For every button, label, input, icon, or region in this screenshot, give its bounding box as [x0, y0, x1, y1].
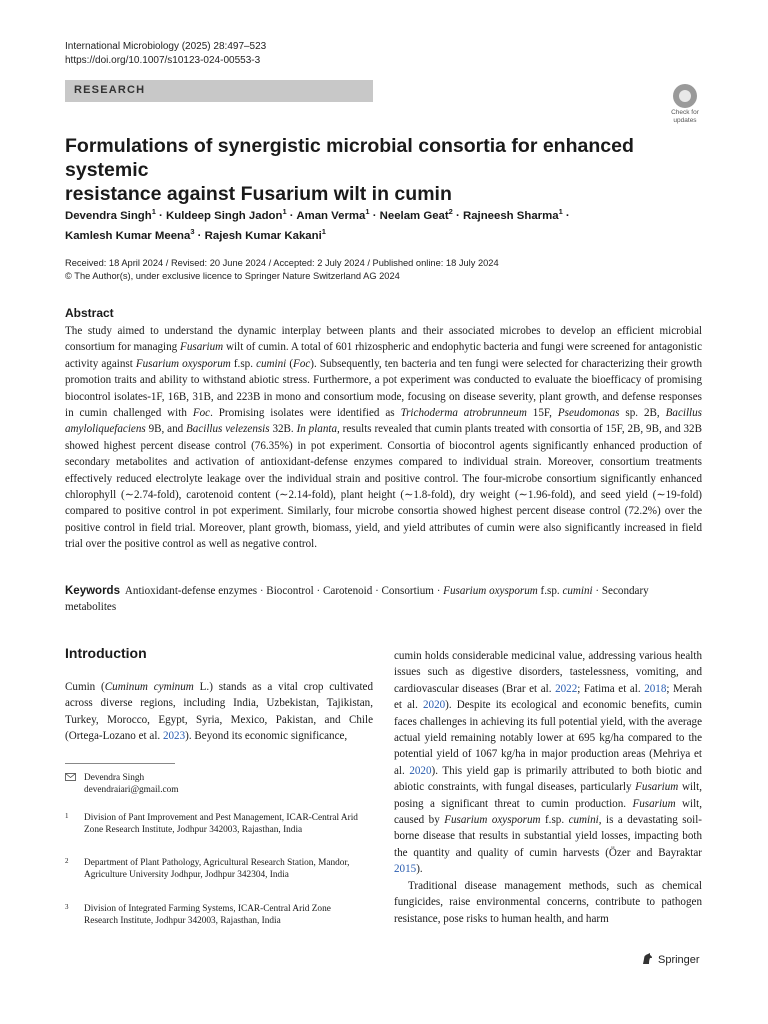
check-for-updates-badge[interactable] — [664, 84, 706, 124]
citation-link[interactable]: 2018 — [644, 682, 667, 695]
copyright-line: © The Author(s), under exclusive licence to Springer Nature Switzerland AG 2024 — [65, 271, 400, 281]
section-label-bar — [65, 80, 373, 102]
section-label: RESEARCH — [74, 84, 146, 96]
citation-link[interactable]: 2020 — [409, 764, 432, 777]
author[interactable]: Kamlesh Kumar Meena$^3$ — [65, 226, 195, 242]
citation-link[interactable]: 2022 — [555, 682, 578, 695]
intro-left-column: Cumin (Cuminum cyminum L.) stands as a vital crop cultivated across diverse regions, including India, Uzbekistan, Tajikistan, Turkey, Morocco, Egypt, Syria, Mexico, Pakistan, and Chile (Ortega-Lozano et al. 2023). Beyond its economic significance, — [65, 681, 373, 743]
journal-citation: International Microbiology (2025) 28:497–523 — [65, 41, 267, 52]
springer-horse-icon — [640, 952, 654, 966]
publisher-name: Springer — [658, 954, 700, 966]
author[interactable]: Rajneesh Sharma$^1$ — [462, 207, 563, 222]
author[interactable]: Neelam Geat$^2$ — [379, 207, 453, 222]
author[interactable]: Kuldeep Singh Jadon$^1$ — [166, 207, 287, 222]
check-updates-icon — [673, 84, 697, 108]
citation-link[interactable]: 2015 — [394, 863, 417, 876]
intro-paragraph: Traditional disease management methods, such as chemical fungicides, raise environmental concerns, contribute to pathogen resistance, pose risks to human health, and harm — [394, 879, 702, 925]
abstract-heading: Abstract — [65, 306, 114, 320]
correspondence-email[interactable]: devendraiari@gmail.com — [84, 785, 179, 796]
author[interactable]: Aman Verma$^1$ — [296, 207, 370, 222]
history-dates: Received: 18 April 2024 / Revised: 20 June 2024 / Accepted: 2 July 2024 / Published online: 18 July 2024 — [65, 258, 499, 268]
doi-link[interactable]: https://doi.org/10.1007/s10123-024-00553-3 — [65, 55, 261, 66]
article-history — [65, 257, 499, 283]
author-list: Devendra Singh$^1$ · Kuldeep Singh Jadon$^1$ · Aman Verma$^1$ · Neelam Geat$^2$ · Rajneesh Sharma$^1$ · Kamlesh Kumar Meena$^3$ · Rajesh Kumar Kakani$^1$ — [65, 207, 570, 242]
correspondence-name: Devendra Singh — [84, 773, 145, 783]
footnote-divider — [65, 763, 175, 764]
envelope-icon — [65, 773, 76, 781]
citation-link[interactable]: 2020 — [422, 699, 446, 712]
abstract-body: The study aimed to understand the dynamic interplay between plants and their associated microbes to develop an efficient microbial consortium for managing Fusarium wilt of cumin. A total of 601 rhizospheric and endophytic bacteria and fungi were screened for antagonistic activity against Fusarium oxysporum f.sp. cumini (Foc). Subsequently, ten bacteria and ten fungi were selected for characterizing their growth promotion traits and ability to withstand abiotic stress. Furthermore, a pot experiment was conducted to evaluate the bioefficacy of promising biocontrol isolates-1F, 16B, 31B, and 223B in mono and consortium mode, focusing on disease severity, plant growth, and defense responses in cumin challenged with Foc. Promising isolates were identified as Trichoderma atrobrunneum 15F, Pseudomonas sp. 2B, Bacillus amyloliquefaciens 9B, and Bacillus velezensis 32B. In planta, results revealed that cumin plants treated with consortia of 15F, 2B, 9B, and 32B showed highest percent disease control (76.35%) in pot experiment. Consortia of biocontrol agents significantly enhanced production of secondary metabolites and activation of antioxidant-defense enzymes compared to individual strain. Moreover, consortium treatments effectively reduced electrolyte leakage over the individual strain and positive control. The four-microbe consortium significantly enhanced chlorophyll (∼2.74-fold), carotenoid content (∼2.14-fold), plant height (∼1.8-fold), dry weight (∼1.96-fold), and seed yield (∼19-fold) compared to positive control in pot experiment. Similarly, four microbe consortia showed highest percent disease control (72.2%) over the positive control in field trial. Moreover, plant growth, biomass, yield, and yield attributes of cumin were also significantly increased in field trial over the positive control as well as negative control. — [65, 325, 703, 551]
section-heading-introduction: Introduction — [65, 645, 147, 661]
article-title: Formulations of synergistic microbial consortia for enhanced systemic resistance against Fusarium wilt in cumin — [65, 135, 634, 205]
intro-right-column: cumin holds considerable medicinal value, addressing various health issues such as digestive disorders, tastelessness, vomiting, and cardiovascular diseases (Brar et al. 2022; Fatima et al. 2018; Merah et al. 2020). Despite its ecological and economic benefits, cumin faces challenges in achieving its full potential yield, with the average actual yield remaining notably lower at 695 kg/ha compared to the potential yield of 1067 kg/ha in major production areas (Mehriya et al. 2020). This yield gap is primarily attributed to both biotic and abiotic constraints, with fungal diseases, particularly Fusarium wilt, posing a significant threat to cumin production. Fusarium wilt, caused by Fusarium oxysporum f.sp. cumini, is a devastating soil-borne disease that results in substantial yield losses, impacting both the quantity and quality of cumin harvests (Özer and Bayraktar 2015). Traditional disease management methods, such as chemical fungicides, raise environmental concerns, contribute to pathogen resistance, pose risks to human health, and harm — [394, 648, 702, 927]
citation-link[interactable]: 2023 — [162, 730, 186, 743]
keywords: Keywords Antioxidant-defense enzymes · Biocontrol · Carotenoid · Consortium · Fusarium oxysporum f.sp. cumini · Secondary metabolites — [65, 585, 649, 613]
check-updates-label: Check for updates — [671, 109, 699, 124]
publisher-footer — [640, 952, 700, 966]
author[interactable]: Devendra Singh$^1$ — [65, 207, 156, 222]
keywords-label: Keywords — [65, 585, 120, 597]
author[interactable]: Rajesh Kumar Kakani$^1$ — [204, 226, 326, 242]
